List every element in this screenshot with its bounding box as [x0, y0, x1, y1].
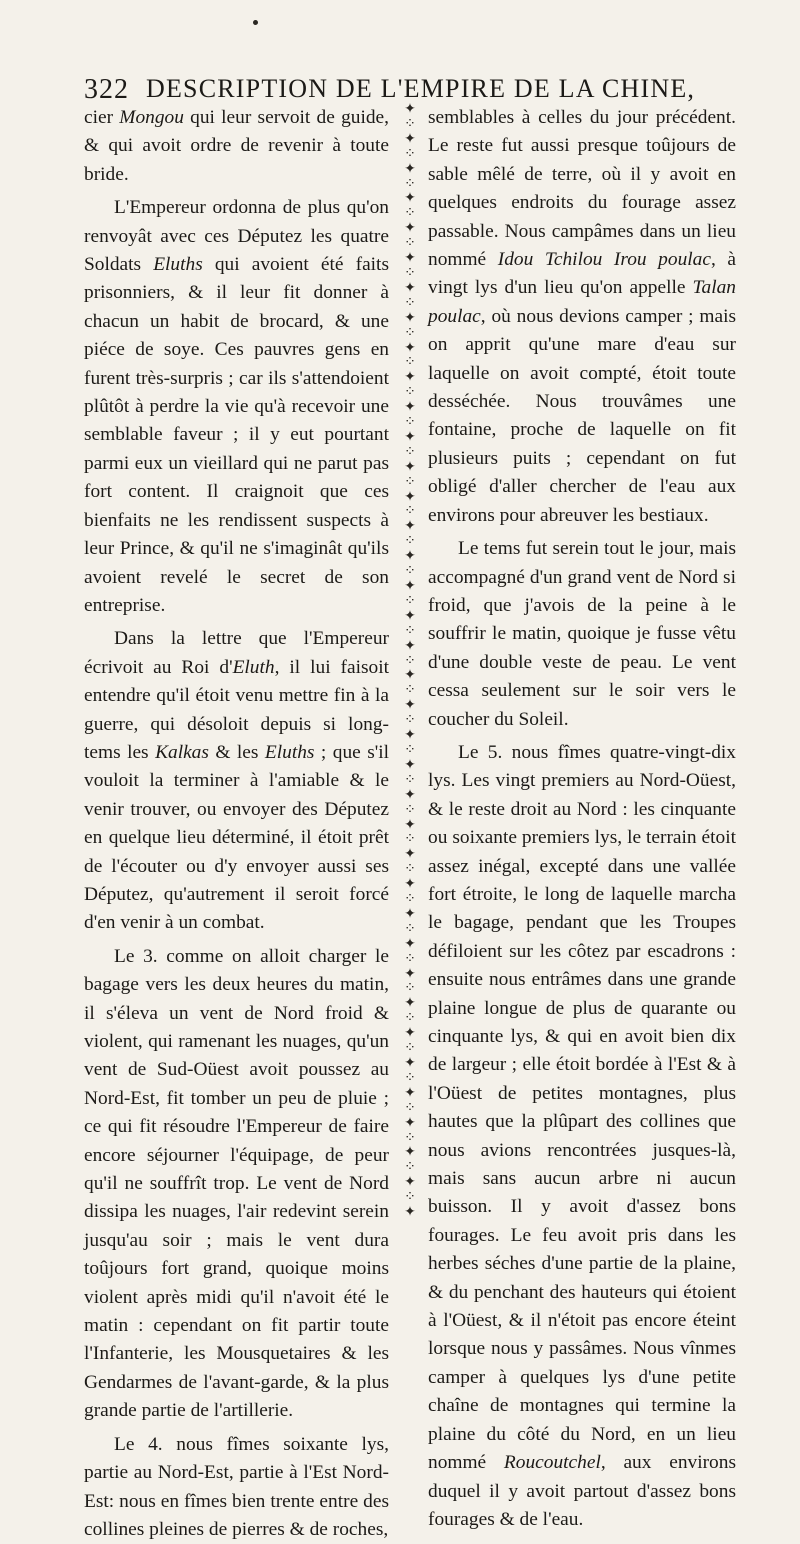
- paragraph: Le 4. nous fîmes soixante lys, partie au Nord-Est, partie à l'Est Nord-Est: nous en fîmes bien trente entre des collines pleines de pierres & de roches,: [84, 1433, 389, 1540]
- ornament-glyph: ✦: [404, 1114, 416, 1131]
- paragraph: Le 5. nous fîmes quatre-vingt-dix lys. Les vingt premiers au Nord-Oüest, & le reste droit au Nord : les cinquante ou soixante premiers lys, le terrain étoit assez inégal, excepté dans une vallée fort étroite, le long de laquelle marcha le bagage, pendant que les Troupes défiloient sur les côtez par escadrons : ensuite nous entrâmes dans une grande plaine longue de plus de quarante ou cinquante lys, & qui en avoit bien dix de largeur ; elle étoit bordée à l'Est & à l'Oüest de petites montagnes, plus hautes que la plûpart des collines que nous avions rencontrées jusques-là, mais sans aucun arbre ni aucun buisson. Il y avoit d'assez bons fourages. Le feu avoit pris dans les herbes séches d'une partie de la plaine, & du penchant des hauteurs qui étoient à l'Oüest, & il n'étoit pas encore éteint lorsque nous y passâmes. Nous vînmes camper à quelques lys d'une petite chaîne de montagnes qui termine la plaine du côté du Nord, en un lieu nommé Roucoutchel, aux environs duquel il y avoit partout d'assez bons fourages & de l'eau.: [428, 741, 736, 1530]
- ornament-glyph: ⁘: [404, 145, 416, 162]
- ornament-glyph: ⁘: [404, 682, 416, 699]
- ornament-glyph: ⁘: [404, 652, 416, 669]
- ornament-glyph: ⁘: [404, 741, 416, 758]
- ornament-glyph: ⁘: [404, 473, 416, 490]
- ornament-glyph: ⁘: [404, 1159, 416, 1176]
- ornament-glyph: ⁘: [404, 1040, 416, 1057]
- ornament-glyph: ✦: [404, 965, 416, 982]
- ornament-glyph: ✦: [404, 637, 416, 654]
- ornament-glyph: ⁘: [404, 503, 416, 520]
- ornament-glyph: ✦: [404, 160, 416, 177]
- ornament-glyph: ⁘: [404, 622, 416, 639]
- ornament-glyph: ✦: [404, 727, 416, 744]
- ornament-glyph: ✦: [404, 548, 416, 565]
- ornament-glyph: ⁘: [404, 801, 416, 818]
- ornament-glyph: ✦: [404, 309, 416, 326]
- paragraph: cier Mongou qui leur servoit de guide, & qui avoit ordre de revenir à toute bride.: [84, 107, 390, 185]
- ornament-glyph: ⁘: [404, 324, 416, 341]
- ornament-glyph: ⁘: [404, 1189, 416, 1206]
- ornament-glyph: ⁘: [404, 1010, 416, 1027]
- ornament-glyph: ⁘: [404, 1069, 416, 1086]
- ornament-glyph: ✦: [404, 339, 416, 356]
- printer-mark: [253, 20, 258, 25]
- ornament-glyph: ⁘: [404, 175, 416, 192]
- ornament-glyph: ⁘: [404, 384, 416, 401]
- ornament-glyph: ✦: [404, 190, 416, 207]
- ornament-glyph: ⁘: [404, 950, 416, 967]
- ornament-glyph: ✦: [404, 905, 416, 922]
- ornament-glyph: ✦: [404, 1025, 416, 1042]
- paragraph: Le tems fut serein tout le jour, mais accompagné d'un grand vent de Nord si froid, que j'avois de la peine à le souffrir le matin, quoique je fusse vêtu d'une double veste de peau. Le vent cessa seulement sur le soir vers le coucher du Soleil.: [428, 538, 736, 730]
- paragraph: semblables à celles du jour précédent. Le reste fut aussi presque toûjours de sable mêlé de terre, où il y avoit en quelques endroits du fourage assez passable. Nous campâmes dans un lieu nommé Idou Tchilou Irou poulac, à vingt lys d'un lieu qu'on appelle Talan poulac, où nous devions camper ; mais on apprit qu'une mare d'eau sur laquelle on avoit compté, étoit toute desséchée. Nous trouvâmes une fontaine, proche de laquelle on fit plusieurs puits ; cependant on fut obligé d'aller chercher de l'eau aux environs pour abreuver les bestiaux.: [428, 107, 736, 526]
- ornament-glyph: ✦: [404, 1144, 416, 1161]
- running-head: DESCRIPTION DE L'EMPIRE DE LA CHINE,: [146, 74, 696, 103]
- ornament-glyph: ✦: [404, 518, 416, 535]
- ornament-glyph: ✦: [404, 130, 416, 147]
- ornament-glyph: ✦: [404, 607, 416, 624]
- ornament-glyph: ⁘: [404, 205, 416, 222]
- ornament-glyph: ✦: [404, 697, 416, 714]
- ornament-glyph: ✦: [404, 1174, 416, 1191]
- ornament-glyph: ✦: [404, 220, 416, 237]
- ornament-glyph: ⁘: [404, 235, 416, 252]
- column-ornament-divider: [400, 102, 420, 1222]
- ornament-glyph: ✦: [404, 488, 416, 505]
- ornament-glyph: ⁘: [404, 533, 416, 550]
- ornament-glyph: ✦: [404, 1204, 416, 1221]
- ornament-glyph: ⁘: [404, 414, 416, 431]
- paragraph: Le 3. comme on alloit charger le bagage vers les deux heures du matin, il s'éleva un vent de Nord froid & violent, qui ramenant les nuages, qu'un vent de Sud-Oüest avoit poussez au Nord-Est, fit tomber un peu de pluie ; ce qui fit résoudre l'Empereur de faire encore séjourner l'équipage, de peur qu'il ne souffrît trop. Le vent de Nord dissipa les nuages, l'air redevint serein jusqu'au soir ; mais le vent dura toûjours fort grand, quoique moins violent après midi qu'il n'avoit été le matin : cependant on fit partir toute l'Infanterie, les Mousquetaires & les Gendarmes de l'avant-garde, & la plus grande partie de l'artillerie.: [84, 945, 389, 1422]
- page-number: 322: [84, 74, 129, 105]
- left-column: [84, 104, 390, 1540]
- ornament-glyph: ✦: [404, 458, 416, 475]
- ornament-glyph: ⁘: [404, 771, 416, 788]
- ornament-glyph: ⁘: [404, 443, 416, 460]
- ornament-glyph: ⁘: [404, 1099, 416, 1116]
- ornament-glyph: ⁘: [404, 563, 416, 580]
- ornament-glyph: ✦: [404, 846, 416, 863]
- ornament-glyph: ⁘: [404, 920, 416, 937]
- ornament-glyph: ✦: [404, 102, 416, 117]
- ornament-glyph: ⁘: [404, 861, 416, 878]
- right-column: [428, 104, 736, 1530]
- ornament-glyph: ✦: [404, 279, 416, 296]
- ornament-glyph: ✦: [404, 935, 416, 952]
- ornament-glyph: ✦: [404, 1084, 416, 1101]
- ornament-glyph: ✦: [404, 816, 416, 833]
- ornament-glyph: ✦: [404, 667, 416, 684]
- ornament-glyph: ✦: [404, 1055, 416, 1071]
- ornament-glyph: ✦: [404, 399, 416, 416]
- ornament-glyph: ⁘: [404, 980, 416, 997]
- ornament-glyph: ⁘: [404, 831, 416, 848]
- ornament-glyph: ✦: [404, 250, 416, 267]
- ornament-glyph: ⁘: [404, 592, 416, 609]
- ornament-glyph: ⁘: [404, 1129, 416, 1146]
- ornament-glyph: ✦: [404, 876, 416, 893]
- ornament-glyph: ⁘: [404, 712, 416, 729]
- ornament-glyph: ⁘: [404, 354, 416, 371]
- ornament-glyph: ✦: [404, 995, 416, 1012]
- paragraph: Dans la lettre que l'Empereur écrivoit au Roi d'Eluth, il lui faisoit entendre qu'il étoit venu mettre fin à la guerre, qui désoloit depuis si long-tems les Kalkas & les Eluths ; que s'il vouloit la terminer à l'amiable & le venir trouver, ou envoyer des Députez en quelque lieu déterminé, il étoit prêt de l'écouter ou d'y envoyer aussi ses Députez, qu'autrement il seroit forcé d'en venir à un combat.: [84, 628, 390, 934]
- ornament-glyph: ✦: [404, 786, 416, 803]
- ornament-glyph: ⁘: [404, 115, 416, 132]
- ornament-glyph: ✦: [404, 369, 416, 386]
- ornament-glyph: ✦: [404, 578, 416, 594]
- ornament-glyph: ⁘: [404, 264, 416, 281]
- page-header: [80, 70, 720, 104]
- ornament-glyph: ✦: [404, 756, 416, 773]
- paragraph: L'Empereur ordonna de plus qu'on renvoyât avec ces Députez les quatre Soldats Eluths qui avoient été faits prisonniers, & il leur fit donner à chacun un habit de brocard, & une piéce de soye. Ces pauvres gens en furent très-surpris ; car ils s'attendoient plûtôt à perdre la vie qu'à recevoir une semblable faveur ; il y eut pourtant parmi eux un vieillard qui ne parut pas fort content. Il craignoit que ces bienfaits ne les rendissent suspects à leur Prince, & qu'il ne s'imaginât qu'ils avoient revelé le secret de son entreprise.: [84, 197, 389, 616]
- ornament-glyph: ⁘: [404, 891, 416, 908]
- ornament-glyph: ✦: [404, 428, 416, 445]
- ornament-glyph: ⁘: [404, 294, 416, 311]
